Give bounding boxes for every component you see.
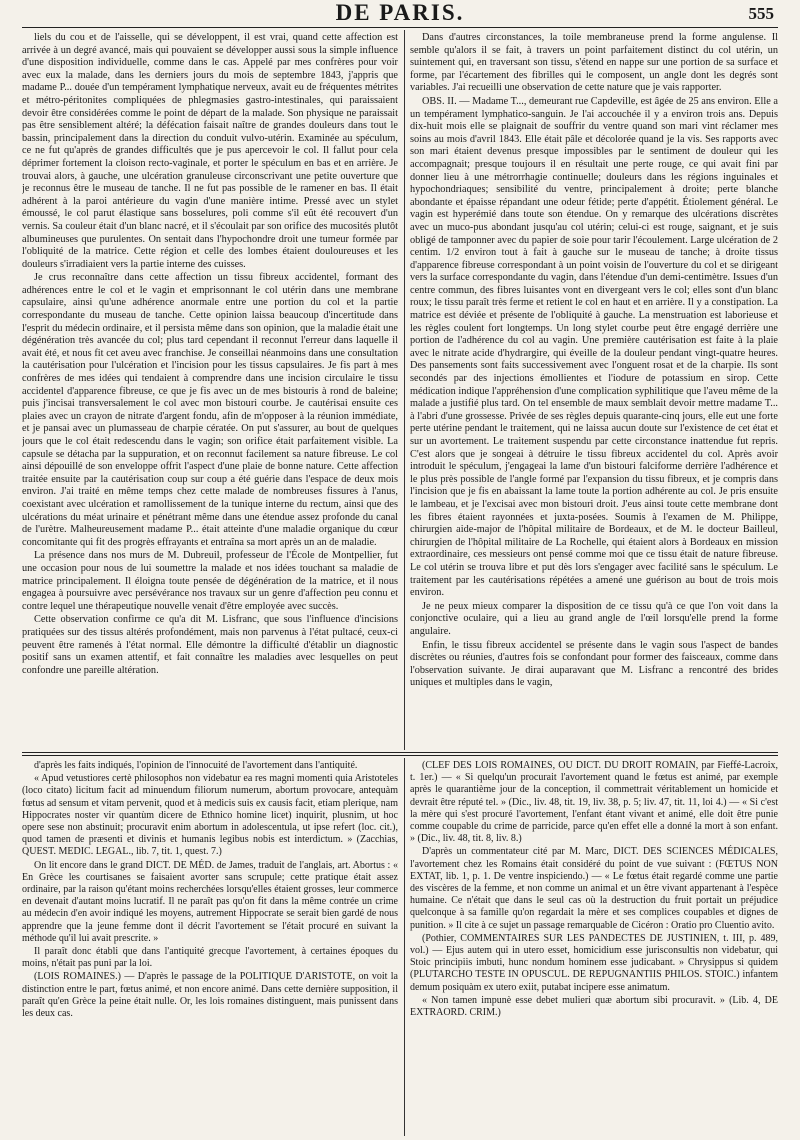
paragraph: OBS. II. — Madame T..., demeurant rue Capdeville, est âgée de 25 ans environ. Elle a un tempérament lymphatico-sanguin. Je l'ai accouchée il y a environ trois ans. Depuis dix-huit mois elle se plaignait de souffrir du ventre quand son mari vint réclamer mes soins au mois d'avril 1843. Elle était pâle et décolorée quand je la vis. Ses rapports avec son mari étaient devenus presque impossibles par le sentiment de douleur qui les accompagnait; presque toujours il en résultait une perte rouge, ce qui avait fini par donner lieu à une métrorrhagie continuelle; douleurs dans les régions inguinales et hypochondriaques; sensibilité du ventre, principalement à droite; perte blanche abondante et épaisse répandant une odeur fétide; perte d'appétit. Étiolement général. Le vagin est hyperémié dans toute son étendue. On y remarque des ulcérations discrètes avec un muco-pus abondant jusqu'au col utérin; celui-ci est rouge, saignant, et je suis obligé de tamponner avec du papier de soie pour tarir l'écoulement. Large ulcération de 2 centim. 1/2 environ tout à fait à gauche sur le museau de tanche; à droite tissus d'apparence fibreuse correspondant à un point voisin de l'ouverture du col et se dirigeant vers la surface correspondante du vagin, dans l'étendue d'un demi-centimètre. Issues d'un centre commun, des fibres luisantes vont en divergeant vers le col; elles sont d'un blanc roux; le tissu paraît très ferme et retient le col en haut et en arrière. Il y a constipation. La matrice est déviée et présente de l'obliquité à gauche. La menstruation est laborieuse et les règles coulent fort longtemps. Un long stylet courbe peut être engagé derrière une portion de l'adhérence du col au vagin. Une première cautérisation est faite à la plaie avec le nitrate acide d'hydrargire, qui éveille de la douleur pendant vingt-quatre heures. Des pansements sont faits successivement avec l'onguent rosat et de la charpie. Ils sont secondés par des injections émollientes et l'iodure de potassium en sirop. Cette médication indique l'appréhension d'une complication syphilitique que l'aveu même de la malade a justifié plus tard. On tel ensemble de maux semblait devoir mettre madame T... à l'abri d'une grossesse. Privée de ses règles depuis quarante-cinq jours, elle eut une forte perte utérine pendant le traitement, qui ne laissa aucun doute sur l'existence de cet état et sur un avortement. Le traitement suspendu par cette circonstance inattendue fut repris. C'est alors que je songeai à détruire le tissu fibreux accidentel du col. Après avoir introduit le spéculum, j'engageai la lame d'un bistouri falciforme derrière l'adhérence et le plus près possible de l'angle formé par l'expansion du tissu fibreux, et je compris dans l'incision que je fis en abaissant la lame toute la portion adhérente au col. Je pris ensuite le lambeau, et je l'excisai avec mon bistouri droit. J'eus ainsi toute cette membrane dont les fibres étaient rayonnées et juxta-posées. Soumis à l'examen de M. Philippe, chirurgien aide-major de l'hôpital militaire de Bordeaux, et de M. le docteur Bailleul, chirurgien de l'hôpital militaire de La Rochelle, qui étaient alors à Bordeaux en mission extraordinaire, ces messieurs ont pensé comme moi que ce tissu était de nature fibreuse. Le col utérin se trouva libre et put dès lors s'engager avec facilité sans le spéculum. Le traitement par les cautérisations répétées a amené une guérison au bout de trois mois environ.	[410, 95, 778, 599]
paragraph: (Pothier, COMMENTAIRES SUR LES PANDECTES DE JUSTINIEN, t. III, p. 489, vol.) — Ejus autem qui in utero esset, homicidium esse jurisconsultis non videbatur, qui Stoic principiis imbuti, hunc nondum hominem esse judicabant. » Chrysippus si quidem (PLUTARCHO TESTE IN OPUSCUL. DE REPUGNANTIIS PHILOS. STOIC.) infantem demum posiquàm ex utero exiit, putabat incipere esse animatum.	[410, 932, 778, 993]
paragraph: liels du cou et de l'aisselle, qui se développent, il est vrai, quand cette affection est arrivée à un degré avancé, mais qui pouvaient se développer aussi sous la simple influence d'une disposition individuelle, comme dans le cas. Appelé par mes confrères pour voir avec eux la malade, dans les derniers jours du mois de septembre 1843, j'appris que madame P... douée d'un tempérament lymphatique nerveux, avait eu de fréquentes métrites et métro-péritonites compliquées de phlegmasies gastro-intestinales, qui paraissaient devoir être considérées comme le point de départ de la malade. Son physique ne paraissait pas être sensiblement altéré; la défécation faisait naître de grandes douleurs dans tout le bassin, principalement dans la direction du conduit vulvo-utérin. Examinée au spéculum, ce ne fut qu'après de grandes difficultés que je pus apercevoir le col. Il fallut pour cela déprimer fortement la cloison recto-vaginale, et porter le spéculum en bas et en arrière. Je trouvai alors, à gauche, une ulcération granuleuse circonscrivant une petite ouverture que je reconnus être le museau de tanche. Il ne fut pas possible de le ramener en bas. Il était adhérent à la paroi antérieure du vagin d'une manière intime. Pressé avec un stylet émoussé, le col parut élastique sans bosselures, poli comme s'il eût été recouvert d'un vernis. Sa couleur était d'un blanc nacré, et il s'écoulait par son orifice des mucosités plutôt albumineuses que purulentes. On sentait dans l'hypochondre droit une tumeur formée par l'obliquité de la matrice. Cette région et celle des lombes étaient douloureuses et les douleurs s'irradiaient vers la partie interne des cuisses.	[22, 32, 398, 270]
paragraph: D'après un commentateur cité par M. Marc, DICT. DES SCIENCES MÉDICALES, l'avortement chez les Romains était considéré du point de vue suivant : (FŒTUS NON EXTAT, lib. 1, p. 1. De ventre inspiciendo.) — « Le fœtus était regardé comme une partie des viscères de la femme, et non comme un animal et un être vivant appartenant à l'espèce humaine. Ce n'était que dans le seul cas où la destruction du fruit portait un préjudice quelconque à sa famille qu'on regardait la mère et ses complices coupables et dignes de punition. » Il cite à ce sujet un passage remarquable de Cicéron : Oratio pro Cluentio avito.	[410, 846, 778, 931]
page-header	[22, 0, 778, 26]
section-rule-double	[22, 755, 778, 756]
paragraph: « Apud vetustiores certè philosophos non videbatur ea res magni momenti quia Aristoteles (loco citato) licitum facit ad minuendum filiorum numerum, abortum provocare, antequàm fœtus ad sensum et vitam pervenit, quod et à medicis suis ex causis facit, etiam plerique, nam Hippocrates noster vir quantùm dicere de Ethnico homine licet) inquirit, plusnim, ut hoc opere sese non abstinuit; procuravit enim abortum in adolescentula, ut ipse refert (loc. cit.), quod tamen de præsenti et divinis et humanis legibus nobis est interdictum. » (Zacchias, QUEST. MEDIC. LEGAL., lib. 7, tit. 1, quest. 7.)	[22, 773, 398, 858]
column-divider	[404, 30, 405, 750]
paragraph: Il paraît donc établi que dans l'antiquité grecque l'avortement, à certaines époques du moins, n'était pas puni par la loi.	[22, 946, 398, 970]
lower-right-column	[410, 760, 778, 1134]
paragraph: Cette observation confirme ce qu'a dit M. Lisfranc, que sous l'influence d'incisions pratiquées sur des tissus altérés profondément, mais non parvenus à l'état pultacé, ceux-ci peuvent être ramenés à l'état normal. Elle démontre la difficulté d'établir un diagnostic positif sans un examen attentif, et fait connaître les maladies avec lesquelles on peut confondre une pareille altération.	[22, 614, 398, 676]
paragraph: Dans d'autres circonstances, la toile membraneuse prend la forme angulense. Il semble qu'alors il se fait, à travers un point parfaitement distinct du col utérin, un suintement qui, en traversant son tissu, s'étend en nappe sur une portion de sa surface et forme, par l'écartement des fibrilles qui le composent, un angle dont les degrés sont variables. J'ai recueilli une observation de cette nature que je vais rapporter.	[410, 32, 778, 94]
masthead-title: DE PARIS.	[335, 0, 465, 25]
header-rule	[22, 27, 778, 28]
paragraph: La présence dans nos murs de M. Dubreuil, professeur de l'École de Montpellier, fut une occasion pour nous de lui soumettre la malade et nos idées touchant sa maladie de matrice principalement. Il éloigna toute pensée de dégénération de la matrice, et il nous engagea à poursuivre avec persévérance nos travaux sur un genre d'affection peu connu et contre lequel une thérapeutique nouvelle venait d'être employée avec succès.	[22, 550, 398, 612]
paragraph: d'après les faits indiqués, l'opinion de l'innocuité de l'avortement dans l'antiquité.	[34, 760, 358, 771]
section-rule	[22, 752, 778, 753]
paragraph: Je ne peux mieux comparer la disposition de ce tissu qu'à ce que l'on voit dans la conjonctive oculaire, qui a lieu au grand angle de l'œil lorsqu'elle prend la forme angulaire.	[410, 600, 778, 637]
paragraph: Enfin, le tissu fibreux accidentel se présente dans le vagin sous l'aspect de bandes discrètes ou réunies, d'autres fois se confondant pour former des faisceaux, comme dans l'observation suivante. Je dirai auparavant que M. Lisfranc a rencontré des brides uniques et multiples dans le vagin,	[410, 639, 778, 689]
paragraph: On lit encore dans le grand DICT. DE MÉD. de James, traduit de l'anglais, art. Abortus : « En Grèce les courtisanes se faisaient avorter sans scrupule; cette pratique était assez ordinaire, par la raison qu'étant moins recherchées lorsqu'elles étaient grosses, leur commerce en devenait d'autant moins lucratif. Il ne paraît pas qu'on fit dans la même contrée un crime au médecin d'en avoir indiqué les moyens, autrement Hippocrate se serait bien gardé de nous apprendre que la jeune femme dont il décrit l'avortement se l'était procuré en suivant la méthode qu'il lui avait prescrite. »	[22, 859, 398, 944]
paragraph: (LOIS ROMAINES.) — D'après le passage de la POLITIQUE D'ARISTOTE, on voit la distinction entre le part, fœtus animé, et non encore animé. Dans cette dernière supposition, il paraît qu'en Grèce la peine était nulle. Or, les lois romaines distinguent, mais punissent dans les deux cas.	[22, 971, 398, 1020]
page-number: 555	[748, 4, 774, 23]
column-divider-lower	[404, 758, 405, 1136]
paragraph: Je crus reconnaître dans cette affection un tissu fibreux accidentel, formant des adhérences entre le col et le vagin et emprisonnant le col utérin dans une membrane capsulaire, ainsi qu'une adhérence anormale entre une portion du col et la partie correspondante du museau de tanche. Cette opinion laissa beaucoup d'incertitude dans l'esprit du médecin ordinaire, et il persista même dans son opinion, que la maladie était une dégénération très avancée du col; plus tard cependant il reconnut l'erreur dans laquelle il avait été, et nous fit cet aveu avec franchise. Je conseillai néanmoins dans une consultation la cautérisation pour l'ulcération et l'incision pour les tissus capsulaires. Je fis part à mes confrères de mes idées qui tendaient à comprendre dans une incision circulaire le tissu accidentel d'apparence fibreuse, ce que je fis avec un de mes bistouris à rond de baleine; puis j'incisai transversalement le col avec mon bistouri courbe. Je cautérisai ensuite ces plaies avec un crayon de nitrate d'argent fondu, afin de m'opposer à la réunion immédiate, et je pansai avec un plumasseau de charpie cératée. On put s'assurer, au bout de quelques jours que le col était redescendu dans le vagin; son orifice était parfaitement visible. La capsule se détacha par la suppuration, et on reconnut facilement sa nature fibreuse. Le col ainsi dépouillé de son enveloppe offrit l'aspect d'une plaie de bonne nature. Cette affection traitée ensuite par la cautérisation coup sur coup a été guérie dans l'espace de deux mois environ. J'ai traité en même temps chez cette malade de nombreuses fissures à l'anus, coexistant avec ulcération et ramollissement de la tunique interne du rectum, ainsi que des ulcérations du méat urinaire et pénétrant même dans une étendue assez profonde du canal de l'urètre. Malheureusement madame P... était atteinte d'une maladie organique du cœur concomitante qui fit des progrès effrayants et entraîna sa mort après un an de maladie.	[22, 272, 398, 548]
paragraph: (CLEF DES LOIS ROMAINES, OU DICT. DU DROIT ROMAIN, par Fieffé-Lacroix, t. 1er.) — « Si quelqu'un procurait l'avortement quand le fœtus est animé, par exemple après le quarantième jour de la conception, il commettrait véritablement un homicide et devrait être réputé tel. » (Dic., liv. 48, tit. 19, liv. 38, p. 5; liv. 47, tit. 11, loi 4.) — « Si c'est la mère qui s'est procuré l'avortement, l'enfant étant vivant et animé, elle doit être punie comme coupable du crime de parricide, parce qu'en effet elle a donné la mort à son enfant. » (Dic., liv. 48, tit. 8, liv. 8.)	[410, 760, 778, 845]
paragraph: « Non tamen impunè esse debet mulieri quæ abortum sibi procuravit. » (Lib. 4, DE EXTRAORD. CRIM.)	[410, 994, 778, 1019]
upper-left-column	[22, 32, 398, 748]
lower-left-column	[22, 760, 398, 1134]
upper-right-column	[410, 32, 778, 748]
